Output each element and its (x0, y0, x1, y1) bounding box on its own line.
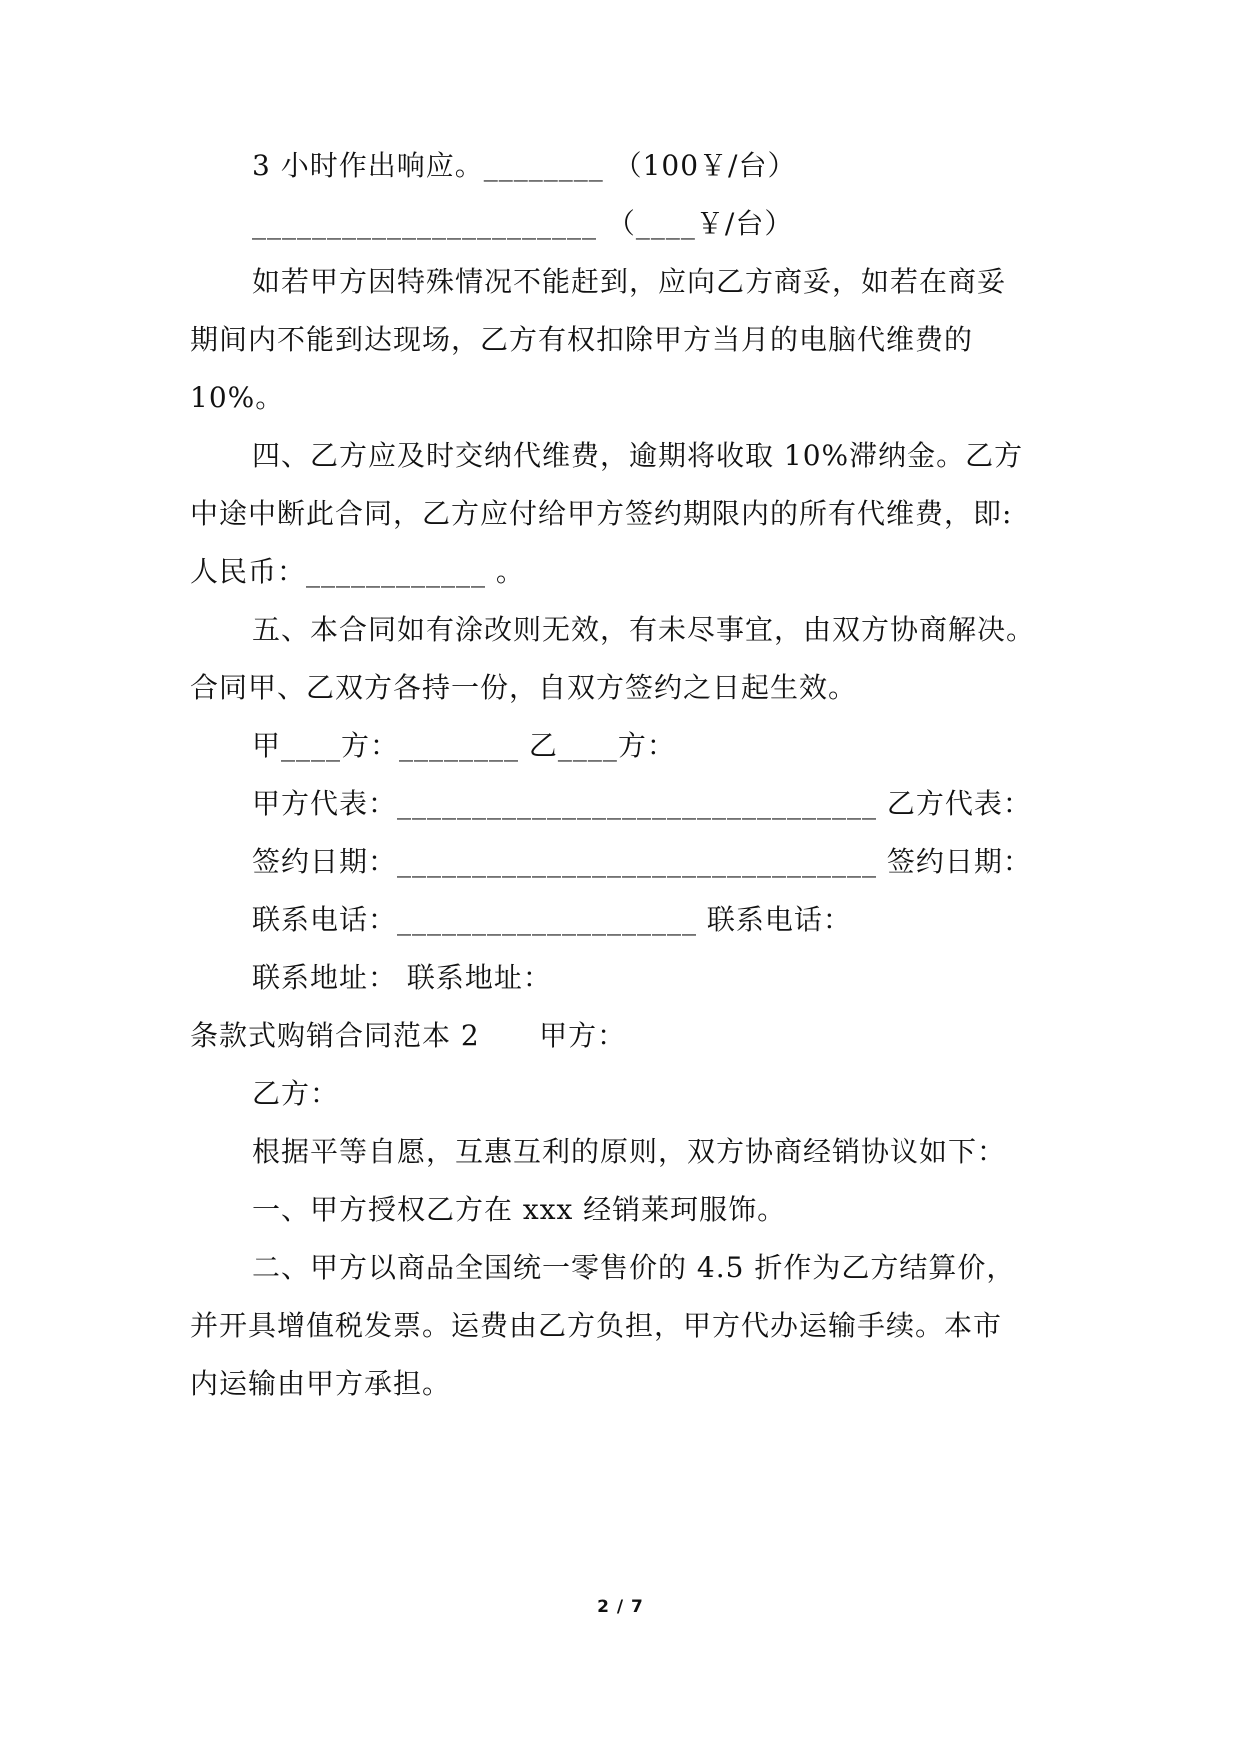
text-line: _______________________ （____￥/台） (252, 207, 794, 240)
signature-line: 联系电话：____________________ 联系电话： (252, 903, 852, 936)
page-number: 2 / 7 (597, 1597, 644, 1617)
text-line: 10%。 (190, 381, 285, 414)
text-line: 如若甲方因特殊情况不能赶到，应向乙方商妥，如若在商妥 (252, 265, 1007, 298)
signature-line: 联系地址： 联系地址： (252, 961, 552, 994)
text-line: 根据平等自愿，互惠互利的原则，双方协商经销协议如下： (252, 1135, 1007, 1168)
text-line: 期间内不能到达现场，乙方有权扣除甲方当月的电脑代维费的 (190, 323, 974, 356)
text-line: 合同甲、乙双方各持一份，自双方签约之日起生效。 (190, 671, 858, 704)
text-line: 一、甲方授权乙方在 xxx 经销莱珂服饰。 (252, 1193, 787, 1226)
text-line: 四、乙方应及时交纳代维费，逾期将收取 10%滞纳金。乙方 (252, 439, 1024, 472)
signature-line: 甲方代表：________________________________ 乙方代表： (252, 787, 1032, 820)
text-line: 乙方： (252, 1077, 340, 1110)
text-line: 内运输由甲方承担。 (190, 1367, 452, 1400)
signature-line: 签约日期：________________________________ 签约日期： (252, 845, 1032, 878)
text-line: 并开具增值税发票。运费由乙方负担，甲方代办运输手续。本市 (190, 1309, 1003, 1342)
text-line: 中途中断此合同，乙方应付给甲方签约期限内的所有代维费，即: (190, 497, 1013, 530)
section-heading: 条款式购销合同范本 2 甲方： (190, 1019, 627, 1052)
text-line: 二、甲方以商品全国统一零售价的 4.5 折作为乙方结算价， (252, 1251, 1016, 1284)
text-line: 五、本合同如有涂改则无效，有未尽事宜，由双方协商解决。 (252, 613, 1036, 646)
text-line: 3 小时作出响应。________ （100￥/台） (252, 149, 797, 182)
text-line: 人民币：____________ 。 (190, 555, 525, 588)
signature-line: 甲____方：________ 乙____方： (252, 729, 676, 762)
